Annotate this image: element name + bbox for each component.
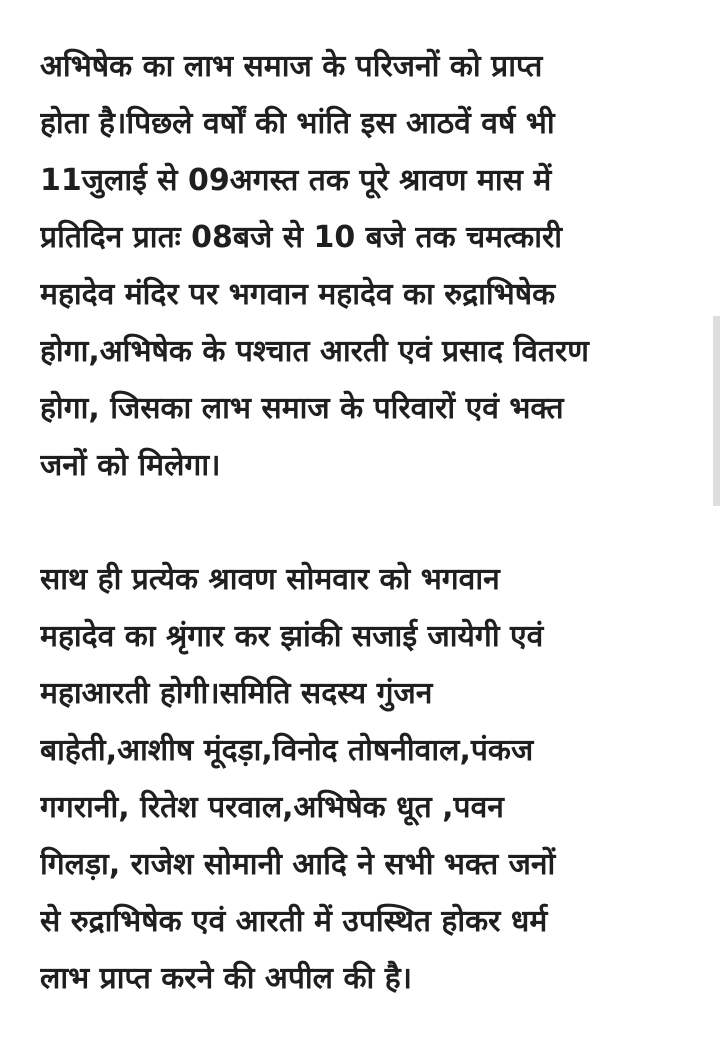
text-line: होता है।पिछले वर्षों की भांति इस आठवें वर्ष भी <box>40 106 555 141</box>
text-line: बाहेती,आशीष मूंदड़ा,विनोद तोषनीवाल,पंकज <box>40 733 534 768</box>
text-line: 11जुलाई से 09अगस्त तक पूरे श्रावण मास में <box>40 163 552 198</box>
text-line: गगरानी, रितेश परवाल,अभिषेक धूत ,पवन <box>40 790 504 825</box>
text-line: महादेव का श्रृंगार कर झांकी सजाई जायेगी एवं <box>40 619 544 654</box>
text-line: लाभ प्राप्त करने की अपील की है। <box>40 961 412 996</box>
paragraph-1 <box>40 38 692 494</box>
text-line: से रुद्राभिषेक एवं आरती में उपस्थित होकर धर्म <box>40 904 548 939</box>
text-line: होगा, जिसका लाभ समाज के परिवारों एवं भक्त <box>40 391 564 426</box>
text-line: साथ ही प्रत्येक श्रावण सोमवार को भगवान <box>40 562 500 597</box>
text-line: होगा,अभिषेक के पश्चात आरती एवं प्रसाद वितरण <box>40 334 589 369</box>
text-line: जनों को मिलेगा। <box>40 448 221 483</box>
text-line: महादेव मंदिर पर भगवान महादेव का रुद्राभिषेक <box>40 277 556 312</box>
text-line: प्रतिदिन प्रातः 08बजे से 10 बजे तक चमत्कारी <box>40 220 563 255</box>
text-line: गिलड़ा, राजेश सोमानी आदि ने सभी भक्त जनों <box>40 847 556 882</box>
text-line: अभिषेक का लाभ समाज के परिजनों को प्राप्त <box>40 49 543 84</box>
scrollbar-thumb[interactable] <box>713 316 720 506</box>
text-line: महाआरती होगी।समिति सदस्य गुंजन <box>40 676 433 711</box>
paragraph-2 <box>40 551 692 1007</box>
article-body <box>40 38 692 1007</box>
